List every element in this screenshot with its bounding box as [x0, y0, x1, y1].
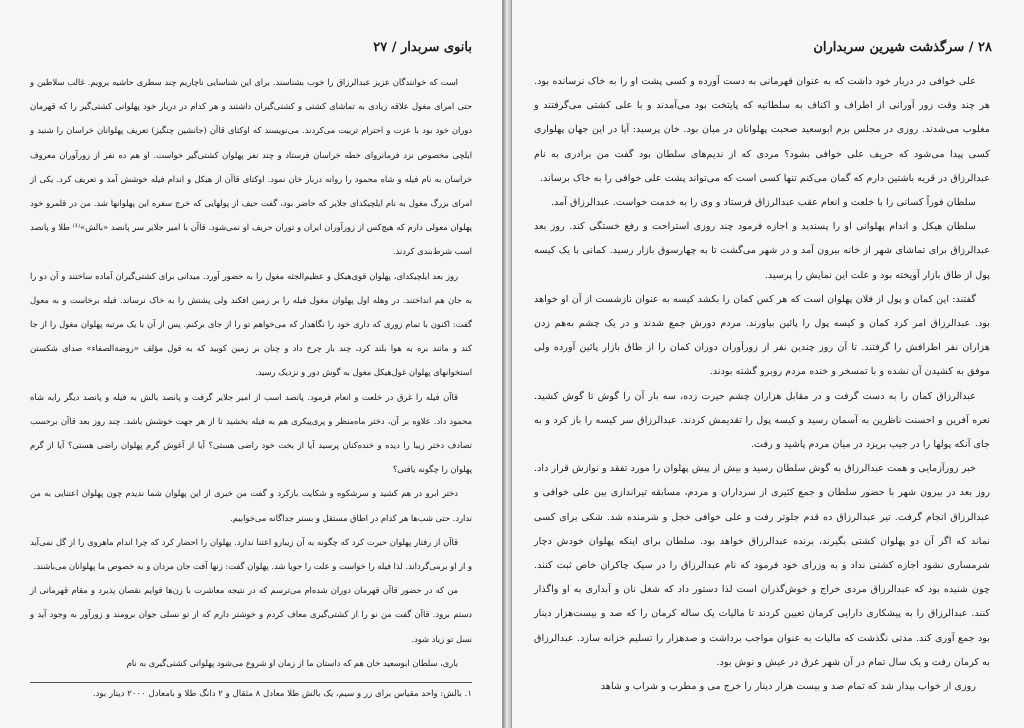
paragraph: علی خوافی در دربار خود داشت که به عنوان قهرمانی به دست آورده و کسی پشت او را به خاک نرسانده بود. هر چند وقت زور آورانی از اطراف و اکناف به سلطانیه که پایتخت بود می‌آمدند و با علی کشتی می‌گرفتند و مغلوب می‌شدند. روزی در مجلس بزم ابوسعید صحبت پهلوانان در میان بود. خان پرسید: آیا در این جهان پهلواری کسی پیدا می‌شود که حریف علی خوافی بشود؟ مردی که از ندیم‌های سلطان بود گفت من برادری به نام عبدالرزاق در قریه باشتین دارم که گمان می‌کنم تنها کسی است که می‌تواند پشت علی خوافی را به خاک برساند.: [534, 76, 990, 184]
paragraph: روزی از خواب بیدار شد که تمام صد و بیست هزار دینار را خرج می و مطرب و شراب و شاهد: [600, 681, 976, 693]
paragraph: قاآن از رفتار پهلوان حیرت کرد که چگونه به آن زیبارو اعتنا ندارد. پهلوان را احضار کرد که چرا اندام ماهروی را از گل نمی‌آید و از او برمی‌گرداند. لذا فیله را خواست و علت را جویا شد. پهلوان گفت: زنها آفت جان مردان و به خصوص ما پهلوانان می‌باشند.: [30, 536, 472, 572]
page-body: [30, 70, 472, 675]
paragraph: من که در حضور قاآن قهرمان دوران شده‌ام می‌ترسم که در نتیجه معاشرت با زن‌ها قوایم نقصان پذیرد و مقام قهرمانی از دستم برود. قاآن گفت من نو را از کشتی‌گیری معاف کردم و خوشتر دارم که از تو نسلی جوان برومند و زورآور به وجود آید و نسل تو زیاد شود.: [30, 585, 472, 644]
paragraph: دختر ابرو در هم کشید و سرشکوه و شکایت بازکرد و گفت من خبری از این پهلوان شما ندیدم چون پهلوان اعتنایی به من ندارد. حتی شب‌ها هر کدام در اطاق مستقل و بستر جداگانه می‌خوابیم.: [30, 488, 472, 523]
paragraph: عبدالرزاق کمان را به دست گرفت و در مقابل هزاران چشم حیرت زده، سه بار آن را گوش تا گوش کشید. نعره آفرین و احسنت ناظرین به آسمان رسید و کیسه پول را تقدیمش کردند. عبدالرزاق سر کیسه را باز کرد و به جای آنکه پولها را در جیب بریزد در میان مردم پاشید و رفت.: [534, 390, 990, 451]
paragraph: قاآن فیله را غرق در خلعت و انعام فرمود. پانصد اسب از امیر جلایر گرفت و پانصد بالش به فیله و پانصد دیگر رابه شاه محمود داد. علاوه بر آن، دختر ماه‌منظر و پری‌پیکری هم به فیله بخشید تا از هر جهت خوشش باشد. چند روز بعد قاآن برحسب تصادف دختر زیبا را دیده و خنده‌کنان پرسید آیا از بخت خود راضی هستی؟ آیا از آغوش گرم پهلوان راضی هستی؟ آیا از گرم پهلوان را چگونه یافتی؟: [30, 391, 472, 475]
paragraph: باری، سلطان ابوسعید خان هم که داستان ما از زمان او شروع می‌شود پهلوانی کشتی‌گیری به نام: [126, 657, 458, 668]
paragraph: گفتند: این کمان و پول از فلان پهلوان است که هر کس کمان را بکشد کیسه به عنوان نازشست از آن او خواهد بود. عبدالرزاق امر کرد کمان و کیسه پول را پائین بیاورند. مردم دورش جمع شدند و در یک چشم به‌هم زدن هزاران نفر اطرافش را گرفتند. تا آن روز چندین نفر از زورآوران دوران کمان را از طاق بازار پائین آورده ولی موفق به کشیدن آن نشده و با تمسخر و خنده مردم روبرو گشته بودند.: [534, 293, 990, 378]
book-gutter: [503, 0, 511, 728]
paragraph: است که خوانندگان عزیز عبدالرزاق را خوب بشناسند. برای این شناسایی ناچاریم چند سطری حاشیه برویم. غالب سلاطین و حتی امرای مغول علاقه زیادی به تماشای کشتی و کشتی‌گیران داشتند و هر کدام در دربار خود پهلوانی کشتی‌گیر را که قهرمان دوران خود بود با عزت و احترام تربیت می‌کردند. می‌نویسند که اوکتای قاآن (جانشین چنگیز) تعریف پهلوانان خراسان را شنید و ایلچی مخصوص نزد فرمانروای خطه خراسان فرستاد و چند نفر پهلوان کشتی‌گیر خواست. او هم ده نفر از زورآوران معروف خراسان به نام فیله و شاه محمود را روانه دربار خان نمود. اوکتای قاآن از هیکل و اندام فیله خوشش آمد و تعریف کرد. یکی از امرای بزرگ مغول به نام ایلچیکدای جلایر که حاضر بود، گفت حیف از پولهایی که خرج سفره این پهلوانها شد. من در قلمرو خود پهلوان معولی دارم که هیچ‌کس از زورآوران ایران و توران حریف او نمی‌شود. قاآن با امیر جلایر سر پانصد «بالش»⁽¹⁾ طلا و پانصد اسب شرط‌بندی کردند.: [30, 77, 472, 257]
paragraph: سلطان هیکل و اندام پهلوانی او را پسندید و اجازه فرمود چند روزی استراحت و رفع خستگی کند. روز بعد عبدالرزاق برای تماشای شهر از خانه بیرون آمد و در شهر می‌گشت تا به چهارسوق بازار رسید. کمانی با یک کیسه پول از طاق بازار آویخته بود و علت این نمایش را پرسید.: [534, 221, 990, 281]
left-page: [0, 0, 503, 728]
paragraph: سلطان فوراً کسانی را با خلعت و انعام عقب عبدالرزاق فرستاد و وی را به خدمت خواست. عبدالرزاق آمد.: [550, 197, 976, 209]
page-header: بانوی سربدار / ۲۷: [373, 40, 472, 55]
paragraph: خبر زورآزمایی و همت عبدالرزاق به گوش سلطان رسید و بیش از پیش پهلوان را مورد تفقد و نوازش قرار داد. روز بعد در بیرون شهر با حضور سلطان و جمع کثیری از سرداران و مردم، مسابقه تیراندازی بین علی خوافی و عبدالرزاق انجام گرفت. تیر عبدالرزاق ده قدم جلوتر رفت و علی خوافی خجل و شرمنده شد. شکی برای کسی نماند که اگر آن دو پهلوان کشتی بگیرند، برنده عبدالرزاق خواهد بود. سلطان برای اینکه پهلوان خودش دچار شرمساری نشود اجازه کشتی نداد و به وزرای خود فرمود که نام عبدالرزاق را در سیک چاکران خاص ثبت کنند. چون شنیده بود که عبدالرزاق مردی خراج و خوش‌گذران است لذا دستور داد که شغل نان و آبداری به او واگذار کنند. عبدالرزاق را به پیشکاری دارایی کرمان تعیین کردند تا مالیات یک ساله کرمان را که صد و بیست‌هزار دینار بود جمع آوری کند. مدتی نگذشت که مالیات به عنوان مواجب برداشت و صدهزار را تسلیم خزانه سازد. عبدالرزاق به کرمان رفت و یک سال تمام در آن شهر غرق در عیش و نوش بود.: [534, 463, 990, 668]
footnote: ۱. بالش: واحد مقیاس برای زر و سیم، یک بالش طلا معادل ۸ مثقال و ۲ دانگ طلا و بامعادل ۲۰۰۰ دینار بود.: [92, 689, 472, 699]
right-page: [511, 0, 1024, 728]
footnote-divider: [30, 682, 472, 683]
paragraph: روز بعد ایلچیکدای، پهلوان قوی‌هیکل و عظیم‌الجثه مغول را به حضور آورد. میدانی برای کشتی‌گیران آماده ساختند و آن دو را به جان هم انداختند. در وهله اول پهلوان مغول فیله را بر زمین افکند ولی پشتش را به خاک نرساند. فیله برخاست و به معول گفت: اکنون با تمام زوری که داری خود را نگاهدار که می‌خواهم تو را از جای برکنم. پس از آن با یک مرتبه پهلوان مغول را از جا کند و مانند بره به هوا بلند کرد، چند بار چرخ داد و چنان بر زمین کوبید که به قول مؤلف «روضة‌الصفاء» صدای شکستن استخوانهای پهلوان غول‌هیکل مغول به گوش دور و نزدیک رسید.: [30, 270, 472, 378]
page-body: [534, 70, 990, 699]
page-header: ۲۸ / سرگذشت شیرین سربداران: [813, 40, 992, 55]
